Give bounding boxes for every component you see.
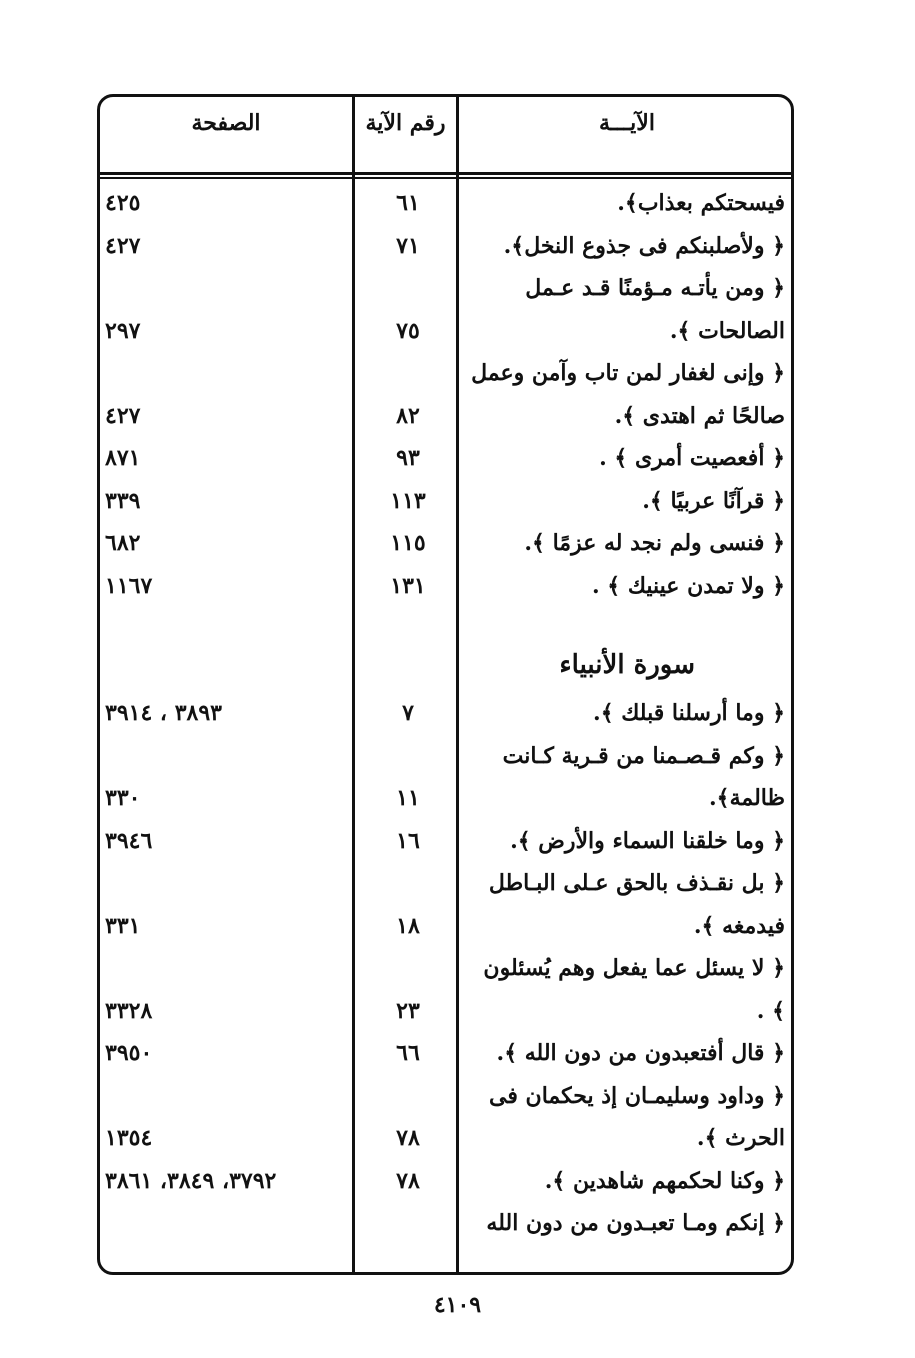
verse-text: ﴾ . — [756, 997, 785, 1024]
verse-number: ١١ — [396, 785, 420, 811]
verse-text: ظالمة﴾. — [709, 785, 785, 811]
table-row — [0, 735, 915, 777]
table-row — [0, 1117, 915, 1159]
table-row — [0, 777, 915, 819]
verse-text: ﴿ فنسى ولم نجد له عزمًا ﴾. — [524, 530, 785, 556]
header-verse-number: رقم الآية — [365, 110, 446, 136]
verse-number: ٧٨ — [396, 1125, 420, 1151]
verse-number: ٧١ — [396, 232, 420, 259]
table-row — [0, 310, 915, 352]
table-row — [0, 1032, 915, 1074]
page-reference: ٣٣٢٨ — [105, 997, 153, 1024]
page-reference: ٨٧١ — [105, 445, 141, 471]
verse-number: ٧٥ — [396, 317, 420, 344]
table-row — [0, 820, 915, 862]
page-reference: ١١٦٧ — [105, 572, 153, 599]
page-reference: ٤٢٧ — [105, 402, 141, 429]
verse-text: ﴿ لا يسئل عما يفعل وهم يُسئلون — [483, 955, 785, 981]
verse-number: ٦٦ — [396, 1040, 420, 1066]
verse-number: ٨٢ — [396, 402, 420, 429]
table-row — [0, 225, 915, 267]
verse-number: ١١٥ — [390, 530, 426, 556]
page-reference: ٣٣١ — [105, 912, 141, 939]
table-row — [0, 437, 915, 479]
verse-text: ﴿ وكنا لحكمهم شاهدين ﴾. — [544, 1167, 785, 1194]
verse-number: ١٣١ — [390, 572, 426, 599]
verse-text: فيدمغه ﴾. — [693, 912, 785, 939]
verse-number: ١١٣ — [390, 487, 426, 514]
page-reference: ٣٨٩٣ ، ٣٩١٤ — [105, 700, 222, 726]
table-row — [0, 480, 915, 522]
page-reference: ٣٣٩ — [105, 487, 141, 514]
page-reference: ٣٩٥٠ — [105, 1040, 153, 1066]
table-row — [0, 565, 915, 607]
verse-text: ﴿ وداود وسليمـان إذ يحكمان فى — [489, 1082, 785, 1109]
verse-number: ١٨ — [396, 912, 420, 939]
header-verse: الآيـــة — [599, 110, 655, 136]
table-row — [0, 862, 915, 904]
page-reference: ٦٨٢ — [105, 530, 141, 556]
verse-text: ﴿ ومن يأتـه مـؤمنًا قـد عـمل — [525, 275, 785, 301]
header-page: الصفحة — [191, 110, 261, 136]
verse-number: ٩٣ — [396, 445, 420, 471]
table-row — [0, 692, 915, 734]
verse-text: ﴿ وما خلقنا السماء والأرض ﴾. — [510, 827, 785, 854]
page-reference: ١٣٥٤ — [105, 1125, 153, 1151]
table-row — [0, 522, 915, 564]
table-row — [0, 1202, 915, 1244]
verse-number: ٦١ — [396, 190, 420, 216]
page-reference: ٣٧٩٢، ٣٨٤٩، ٣٨٦١ — [105, 1167, 277, 1194]
table-row — [0, 1075, 915, 1117]
verse-text: ﴿ وما أرسلنا قبلك ﴾. — [593, 700, 785, 726]
page-reference: ٣٣٠ — [105, 785, 141, 811]
table-row — [0, 267, 915, 309]
verse-text: ﴿ قرآنًا عربيًا ﴾. — [642, 487, 785, 514]
surah-title: سورة الأنبياء — [559, 650, 695, 680]
verse-text: ﴿ إنكم ومـا تعبـدون من دون الله — [486, 1210, 785, 1236]
verse-text: ﴿ وكم قـصـمنا من قـرية كـانت — [502, 742, 785, 769]
verse-number: ٢٣ — [396, 997, 420, 1024]
verse-text: ﴿ ولأصلبنكم فى جذوع النخل﴾. — [503, 232, 785, 259]
page-reference: ٣٩٤٦ — [105, 827, 153, 854]
table-row — [0, 947, 915, 989]
verse-number: ٧٨ — [396, 1167, 420, 1194]
verse-number: ٧ — [402, 700, 414, 726]
table-row — [0, 1160, 915, 1202]
table-row — [0, 182, 915, 224]
page-number: ٤١٠٩ — [433, 1292, 482, 1318]
verse-text: ﴿ قال أفتعبدون من دون الله ﴾. — [496, 1040, 785, 1066]
table-row — [0, 352, 915, 394]
table-row — [0, 905, 915, 947]
table-row — [0, 395, 915, 437]
page-reference: ٤٢٧ — [105, 232, 141, 259]
header-rule — [97, 172, 794, 179]
page-reference: ٢٩٧ — [105, 317, 141, 344]
verse-text: صالحًا ثم اهتدى ﴾. — [614, 402, 785, 429]
verse-text: الحرث ﴾. — [696, 1125, 785, 1151]
verse-text: ﴿ أفعصيت أمرى ﴾ . — [599, 445, 785, 471]
verse-text: ﴿ بل نقـذف بالحق عـلى البـاطل — [488, 870, 785, 896]
verse-text: الصالحات ﴾. — [669, 317, 785, 344]
verse-text: ﴿ وإنى لغفار لمن تاب وآمن وعمل — [471, 360, 785, 386]
verse-number: ١٦ — [396, 827, 420, 854]
table-row — [0, 990, 915, 1032]
verse-text: ﴿ ولا تمدن عينيك ﴾ . — [591, 572, 785, 599]
page-reference: ٤٢٥ — [105, 190, 141, 216]
verse-text: فيسحتكم بعذاب﴾. — [617, 190, 785, 216]
